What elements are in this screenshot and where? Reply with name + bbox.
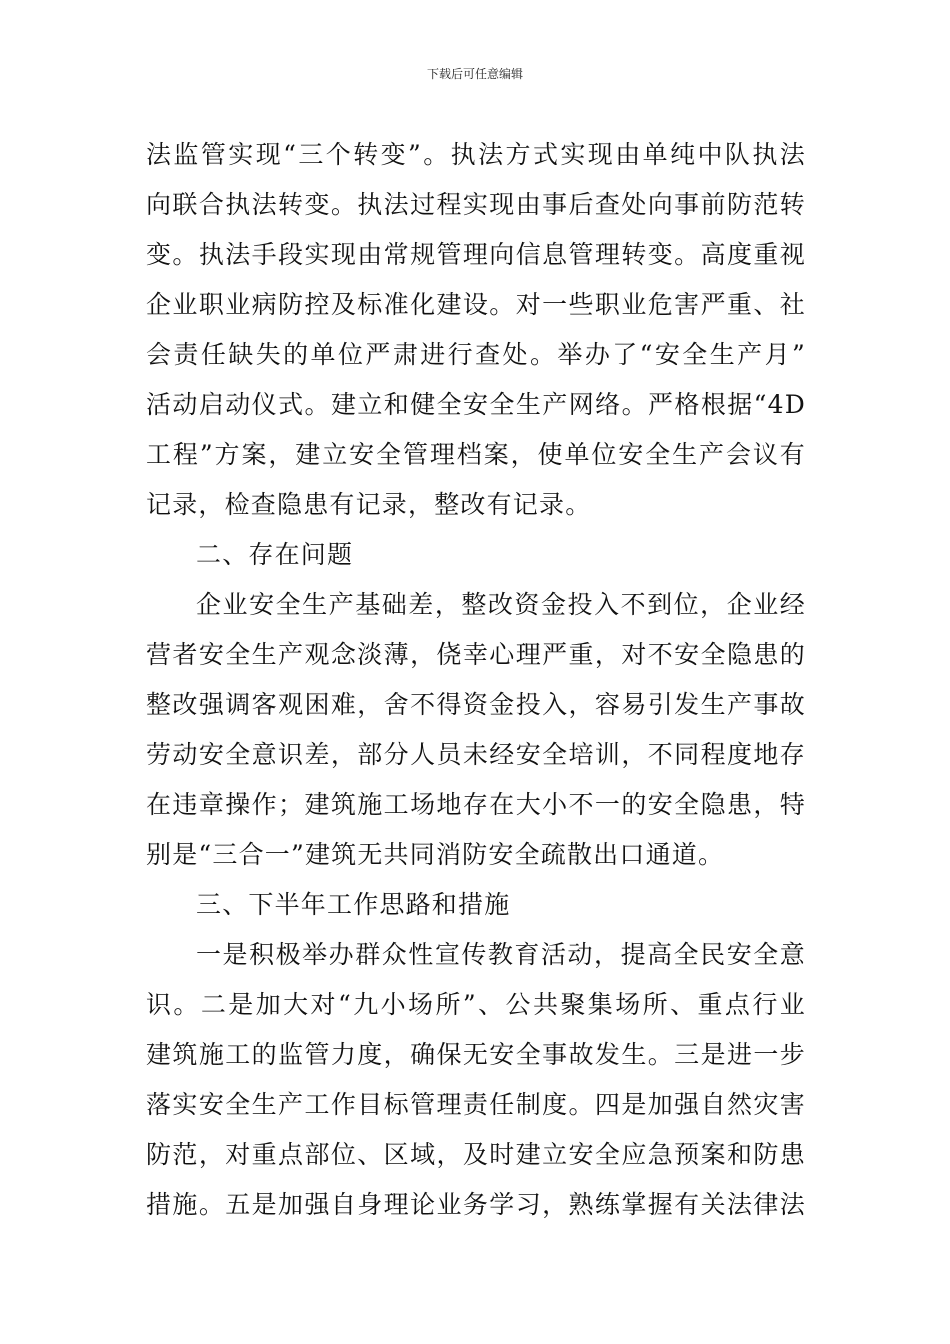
text-line: 会责任缺失的单位严肃进行查处。举办了“安全生产月” [146,340,806,369]
text-line: 营者安全生产观念淡薄，侥幸心理严重，对不安全隐患的 [146,640,806,669]
text-line: 向联合执法转变。执法过程实现由事后查处向事前防范转 [146,190,806,219]
section-heading-problems [146,530,806,580]
text-line: 记录，检查隐患有记录，整改有记录。 [146,490,592,519]
text-line: 别是“三合一”建筑无共同消防安全疏散出口通道。 [146,840,725,869]
text-line: 企业安全生产基础差，整改资金投入不到位，企业经 [196,590,806,619]
text-line: 识。二是加大对“九小场所”、公共聚集场所、重点行业 [146,990,806,1019]
text-line: 变。执法手段实现由常规管理向信息管理转变。高度重视 [146,240,806,269]
text-line: 建筑施工的监管力度，确保无安全事故发生。三是进一步 [146,1040,806,1069]
text-line: 在违章操作；建筑施工场地存在大小不一的安全隐患，特 [146,790,806,819]
heading-text: 三、下半年工作思路和措施 [196,890,511,919]
text-line: 劳动安全意识差，部分人员未经安全培训，不同程度地存 [146,740,806,769]
text-line: 法监管实现“三个转变”。执法方式实现由单纯中队执法 [146,140,806,169]
document-body [146,130,806,1230]
paragraph-problems [146,580,806,880]
paragraph-plans [146,930,806,1230]
heading-text: 二、存在问题 [196,540,354,569]
text-line: 活动启动仪式。建立和健全安全生产网络。严格根据“4D [146,390,806,419]
section-heading-plans [146,880,806,930]
paragraph-enforcement [146,130,806,530]
text-line: 工程”方案，建立安全管理档案，使单位安全生产会议有 [146,440,806,469]
text-line: 防范，对重点部位、区域，及时建立安全应急预案和防患 [146,1140,806,1169]
text-line: 整改强调客观困难，舍不得资金投入，容易引发生产事故 [146,690,806,719]
text-line: 措施。五是加强自身理论业务学习，熟练掌握有关法律法 [146,1190,806,1219]
text-line: 企业职业病防控及标准化建设。对一些职业危害严重、社 [146,290,806,319]
text-line: 落实安全生产工作目标管理责任制度。四是加强自然灾害 [146,1090,806,1119]
text-line: 一是积极举办群众性宣传教育活动，提高全民安全意 [196,940,806,969]
page-header: 下载后可任意编辑 [426,67,523,81]
